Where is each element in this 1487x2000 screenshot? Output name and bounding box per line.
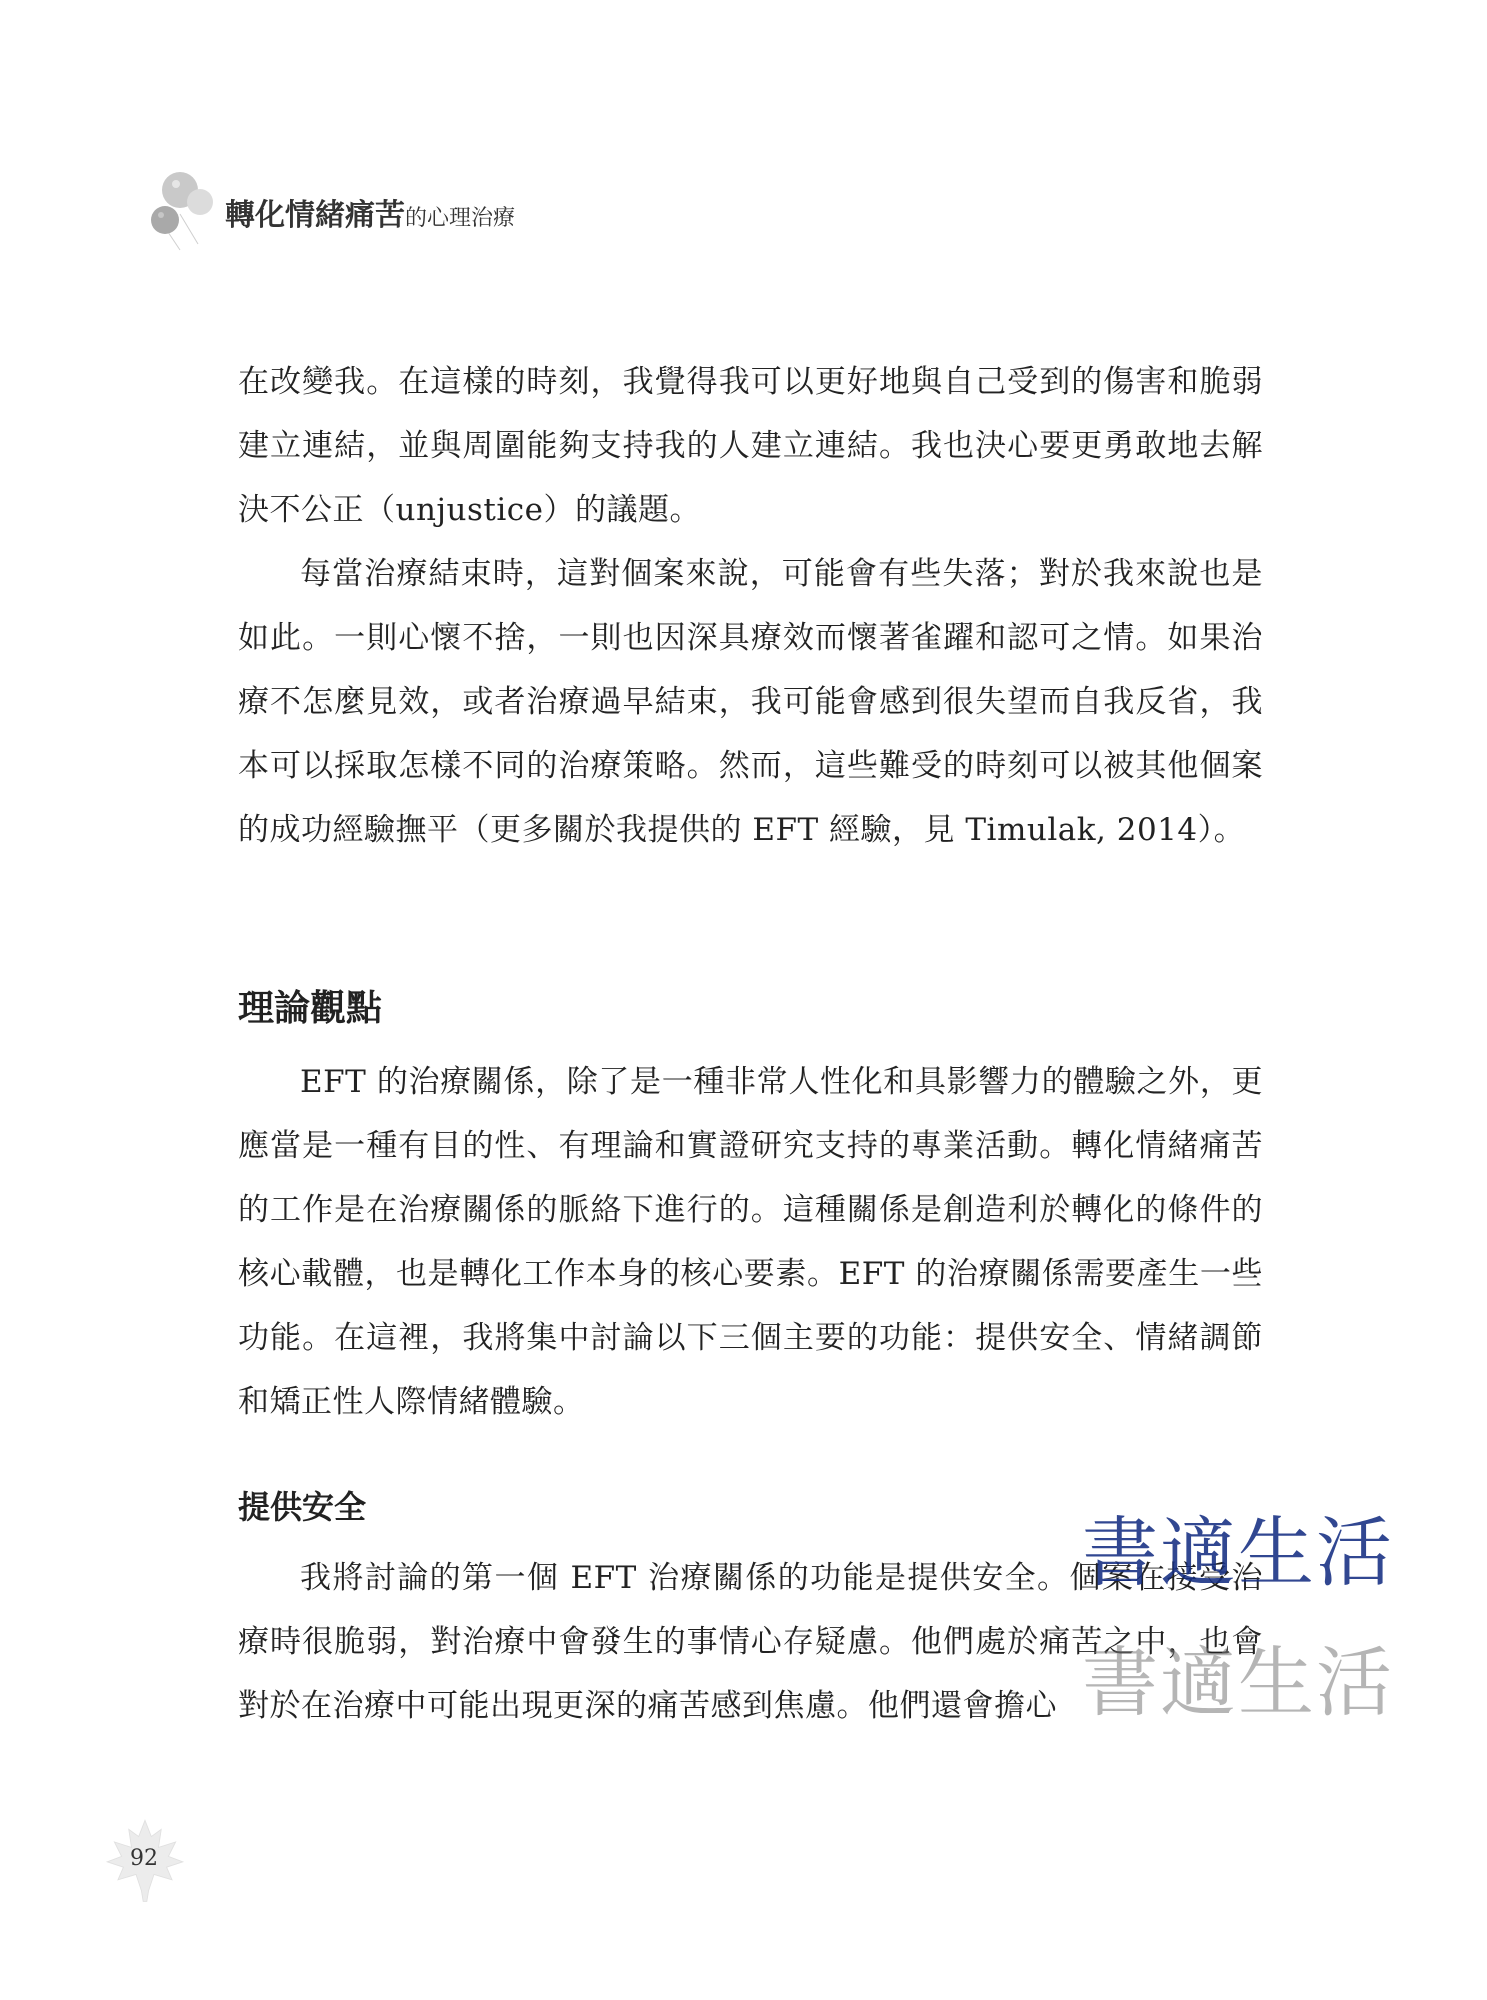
paragraph-safety xyxy=(238,1546,1263,1738)
page-number: 92 xyxy=(130,1846,158,1871)
paragraph-continued xyxy=(238,350,1263,542)
section-heading-theory: 理論觀點 xyxy=(238,988,383,1029)
paragraph-1: 在改變我。在這樣的時刻，我覺得我可以更好地與自己受到的傷害和脆弱建立連結，並與周圍能夠支持我的人建立連結。我也決心要更勇敢地去解決不公正（unjustice）的議題。 xyxy=(238,364,1263,528)
watermark-primary: 書適生活 xyxy=(1082,1508,1394,1597)
running-header xyxy=(150,162,650,252)
paragraph-theory xyxy=(238,1050,1263,1434)
book-title-main: 轉化情緒痛苦 xyxy=(225,198,405,233)
book-title-suffix: 的心理治療 xyxy=(405,206,516,231)
balloons-icon xyxy=(150,162,220,252)
subsection-heading-safety: 提供安全 xyxy=(238,1488,367,1526)
book-title xyxy=(225,190,515,234)
paragraph-4: 我將討論的第一個 EFT 治療關係的功能是提供安全。個案在接受治療時很脆弱，對治療中會發生的事情心存疑慮。他們處於痛苦之中，也會對於在治療中可能出現更深的痛苦感到焦慮。他們還會擔心 xyxy=(238,1560,1263,1724)
paragraph-2: 每當治療結束時，這對個案來說，可能會有些失落；對於我來說也是如此。一則心懷不捨，一則也因深具療效而懷著雀躍和認可之情。如果治療不怎麼見效，或者治療過早結束，我可能會感到很失望而自我反省，我本可以採取怎樣不同的治療策略。然而，這些難受的時刻可以被其他個案的成功經驗撫平（更多關於我提供的 EFT 經驗，見 Timulak, 2014）。 xyxy=(238,556,1263,848)
watermark-secondary: 書適生活 xyxy=(1082,1638,1394,1727)
paragraph-3: EFT 的治療關係，除了是一種非常人性化和具影響力的體驗之外，更應當是一種有目的性、有理論和實證研究支持的專業活動。轉化情緒痛苦的工作是在治療關係的脈絡下進行的。這種關係是創造利於轉化的條件的核心載體，也是轉化工作本身的核心要素。EFT 的治療關係需要產生一些功能。在這裡，我將集中討論以下三個主要的功能：提供安全、情緒調節和矯正性人際情緒體驗。 xyxy=(238,1064,1263,1420)
paragraph-therapy-ending xyxy=(238,542,1263,862)
